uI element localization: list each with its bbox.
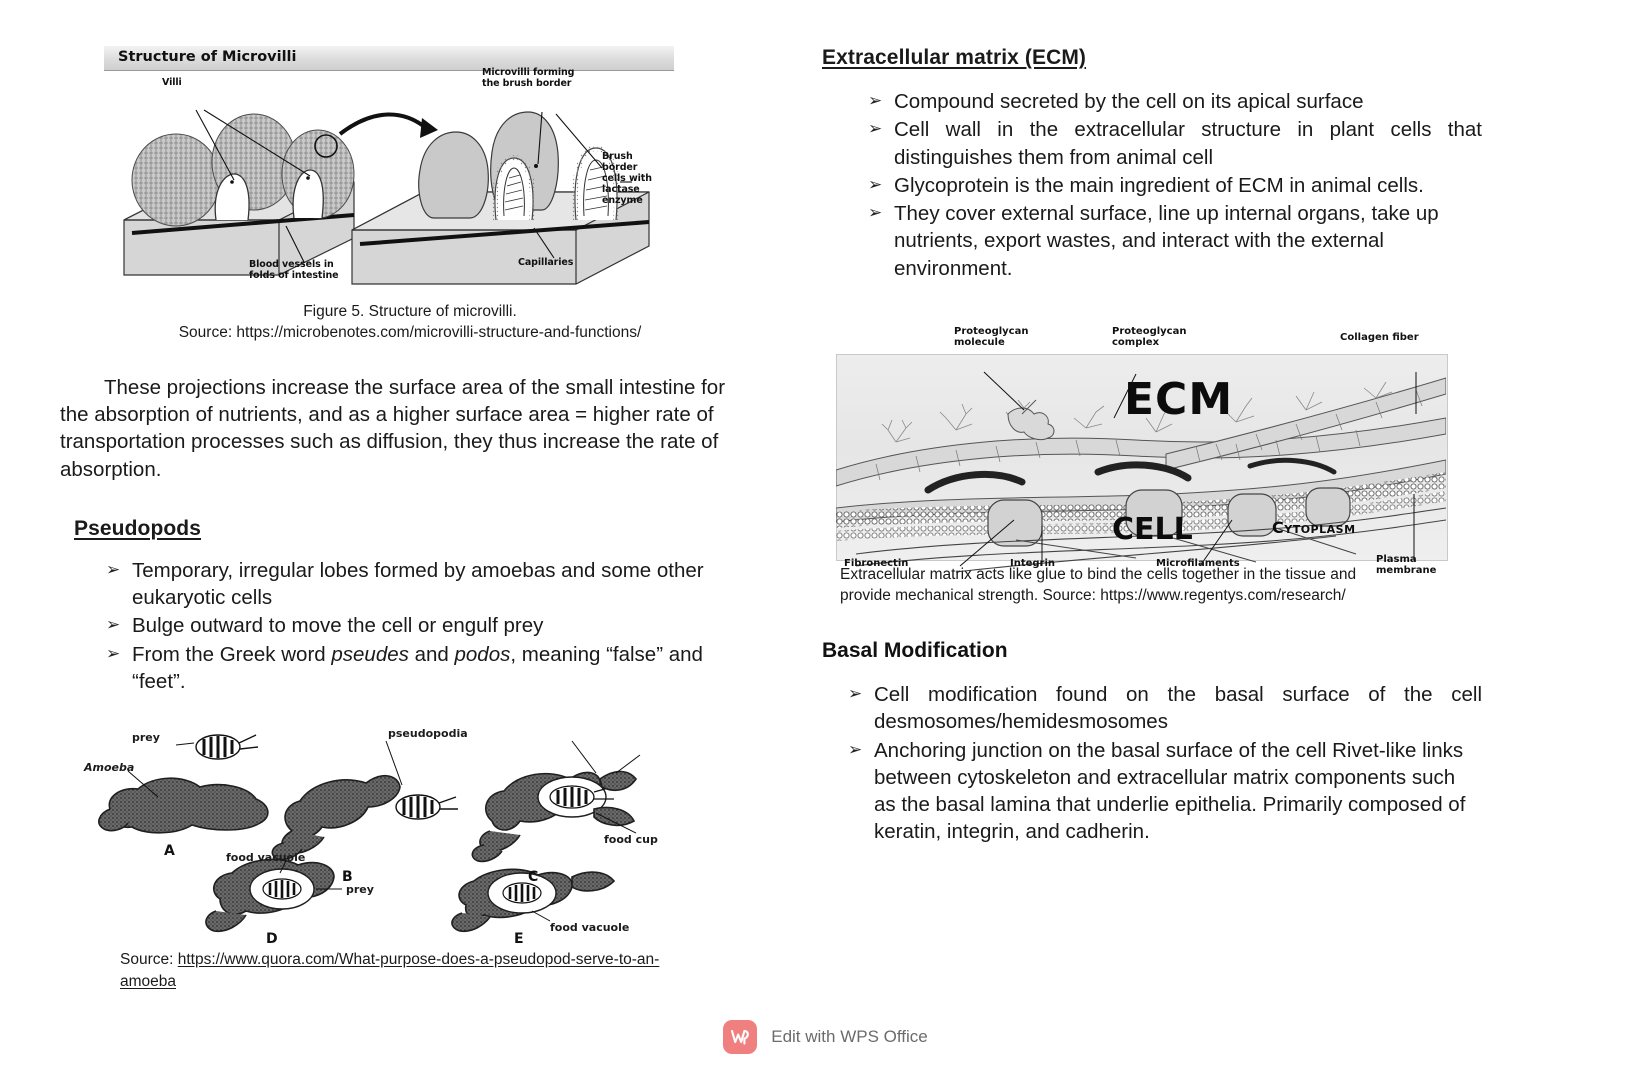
list-item (106, 641, 750, 696)
label-proteoglycan-molecule: Proteoglycan molecule (954, 325, 1029, 349)
microvilli-illustration (104, 67, 674, 286)
pseudopods-heading: Pseudopods (74, 516, 202, 540)
panel-letter-d: D (266, 931, 278, 948)
ecm-bullet-list (822, 88, 1482, 282)
label-food-vacuole-e: food vacuole (550, 921, 630, 935)
greek-word-podos: podos (454, 642, 511, 666)
panel-letter-a: A (164, 843, 175, 860)
panel-letter-e: E (514, 931, 524, 948)
ecm-figure (836, 322, 1446, 577)
label-cell-big: CELL (1112, 511, 1193, 547)
microvilli-caption-line1: Figure 5. Structure of microvilli. (303, 303, 517, 320)
greek-pre: From the Greek word (132, 642, 332, 666)
wps-watermark-label: Edit with WPS Office (771, 1027, 928, 1046)
wps-logo-icon (723, 1020, 757, 1054)
label-brush-border-cells: Brush border cells with lactase enzyme (602, 151, 652, 206)
microvilli-caption-line2: Source: https://microbenotes.com/microvilli-structure-and-functions/ (178, 323, 642, 341)
list-item: ➢ Bulge outward to move the cell or engulf prey (106, 612, 750, 639)
list-item: ➢ They cover external surface, line up internal organs, take up nutrients, export wastes, and interact with the external environment. (868, 200, 1482, 282)
pseudopods-bullet-list (60, 557, 750, 695)
label-plasma-membrane: Plasma membrane (1376, 553, 1437, 577)
left-column (60, 46, 750, 992)
label-cytoplasm: Cytoplasm (1272, 517, 1356, 537)
label-prey-a: prey (132, 731, 160, 745)
right-column (822, 46, 1482, 847)
ecm-caption-line2: provide mechanical strength. Source: https://www.regentys.com/research/ (840, 587, 1346, 605)
list-item: ➢ Anchoring junction on the basal surface of the cell Rivet-like links between cytoskeleton and extracellular matrix components such as the basal lamina that underlie epithelia. Primarily composed of keratin, integrin, and cadherin. (848, 737, 1482, 846)
panel-letter-c: C (528, 869, 539, 886)
ecm-heading: Extracellular matrix (ECM) (822, 46, 1087, 69)
label-food-vacuole-d: food vacuole (226, 851, 306, 865)
label-microvilli-brush-border: Microvilli forming the brush border (482, 67, 575, 89)
greek-mid: and (408, 642, 455, 666)
list-item: ➢ Glycoprotein is the main ingredient of ECM in animal cells. (868, 172, 1482, 199)
wps-w-glyph (729, 1026, 751, 1048)
label-amoeba: Amoeba (84, 761, 135, 775)
label-proteoglycan-complex: Proteoglycan complex (1112, 325, 1187, 349)
list-item: ➢ Temporary, irregular lobes formed by amoebas and some other eukaryotic cells (106, 557, 750, 612)
panel-letter-b: B (342, 869, 353, 886)
basal-modification-bullet-list (822, 681, 1482, 846)
label-villi: Villi (162, 77, 182, 88)
microvilli-svg (104, 67, 674, 286)
basal-modification-heading: Basal Modification (822, 639, 1008, 663)
microvilli-paragraph: These projections increase the surface area of the small intestine for the absorption of nutrients, and as a higher surface area = higher rate of transportation processes such as diffusion, they thus increase the rate of absorption. (60, 375, 726, 481)
microvilli-caption (70, 302, 750, 344)
amoeba-svg (80, 713, 680, 943)
label-integrin: Integrin (1010, 557, 1056, 569)
list-item: ➢ Cell wall in the extracellular structure in plant cells that distinguishes them from animal cell (868, 116, 1482, 171)
label-food-cup: food cup (604, 833, 658, 847)
greek-word-pseudes: pseudes (331, 642, 409, 666)
label-prey-d: prey (346, 883, 374, 897)
amoeba-source-prefix: Source: (120, 951, 178, 969)
list-item: ➢ Cell modification found on the basal surface of the cell desmosomes/hemidesmosomes (848, 681, 1482, 736)
greek-post: , meaning “false” and “feet”. (132, 642, 703, 693)
amoeba-figure (80, 713, 680, 948)
label-capillaries: Capillaries (518, 257, 574, 268)
ecm-caption (840, 564, 1482, 607)
amoeba-source-link-line1[interactable]: https://www.quora.com/What-purpose-does-a-pseudopod-serve-to-an- (177, 951, 660, 969)
label-collagen-fiber: Collagen fiber (1340, 331, 1419, 343)
microvilli-figure (104, 46, 674, 286)
microvilli-title-text: Structure of Microvilli (118, 49, 297, 65)
label-microfilaments: Microfilaments (1156, 557, 1240, 569)
ecm-caption-line1: Extracellular matrix acts like glue to bind the cells together in the tissue and (840, 565, 1357, 583)
amoeba-source (120, 949, 750, 992)
amoeba-source-link-line2[interactable]: amoeba (120, 972, 177, 990)
label-fibronectin: Fibronectin (844, 557, 909, 569)
label-pseudopodia: pseudopodia (388, 727, 468, 741)
list-item: ➢ Compound secreted by the cell on its apical surface (868, 88, 1482, 115)
label-ecm-big: ECM (1124, 373, 1234, 425)
label-blood-vessels: Blood vessels in folds of intestine (249, 259, 339, 281)
wps-watermark[interactable] (0, 1020, 1651, 1054)
